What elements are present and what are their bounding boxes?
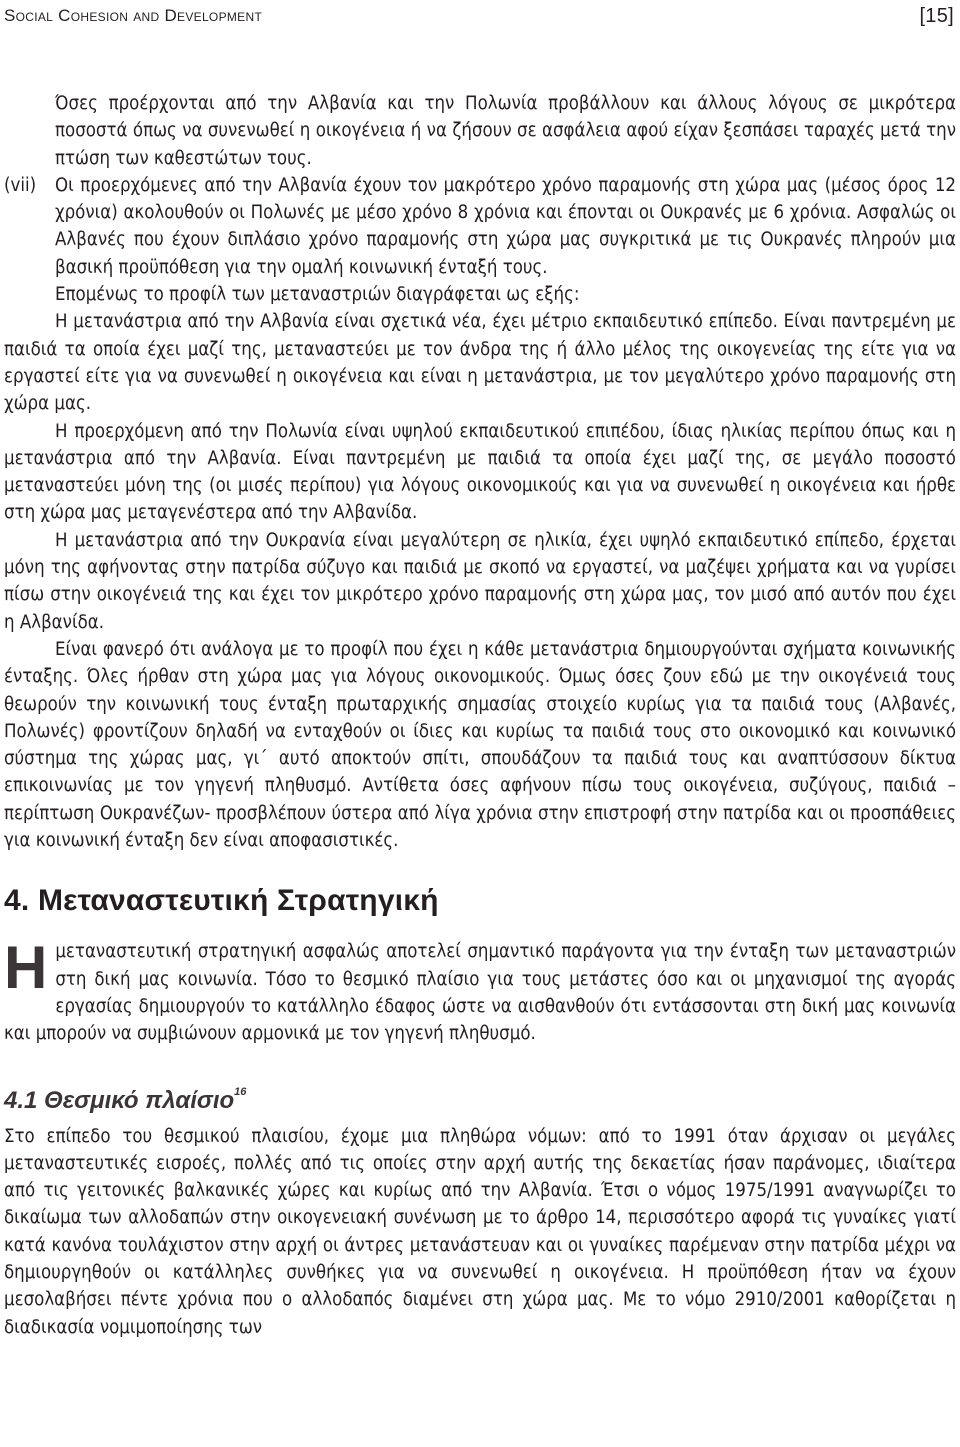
paragraph-albania-profile: Η μετανάστρια από την Αλβανία είναι σχετικά νέα, έχει μέτριο εκπαιδευτικό επίπεδο. Είναι παντρεμένη με παιδιά τα οποία έχει μαζί της, μεταναστεύει με τον άνδρα της ή άλλο μέλος της οικογενείας της είτε για να εργαστεί είτε για να συνενωθεί η οικογένεια και είναι η μετανάστρια, με τον μεγαλύτερο χρόνο παραμονής στη χώρα μας. xyxy=(4,311,956,415)
section-heading-migration-strategy: 4. Μεταναστευτική Στρατηγική xyxy=(4,884,439,918)
paragraph-ukraine-profile: Η μετανάστρια από την Ουκρανία είναι μεγαλύτερη σε ηλικία, έχει υψηλό εκπαιδευτικό επίπεδο, έρχεται μόνη της αφήνοντας στην πατρίδα σύζυγο και παιδιά με σκοπό να εργαστεί, να μαζέψει χρήματα και να γυρίσει πίσω στην οικογένειά της και έχει τον μικρότερο χρόνο παραμονής στη χώρα μας, τον μισό από αυτόν που έχει η Αλβανίδα. xyxy=(4,529,956,633)
list-item-label: (vii) xyxy=(4,174,37,196)
footnote-ref: 16 xyxy=(234,1085,247,1098)
subsection-heading-institutional-framework xyxy=(4,1078,956,1115)
list-item-vii xyxy=(4,172,956,308)
paragraph-migration-strategy xyxy=(4,934,956,1047)
drop-cap: Η xyxy=(4,934,48,1002)
page-header xyxy=(4,2,954,30)
subsection-heading-text: 4.1 Θεσμικό πλαίσιο xyxy=(4,1086,235,1114)
paragraph-migration-strategy-text: μεταναστευτική στρατηγική ασφαλώς αποτελεί σημαντικό παράγοντα για την ένταξη των μεταναστριών στη δική μας κοινωνία. Τόσο το θεσμικό πλαίσιο για τους μετάστες όσο και οι μηχανισμοί της αγοράς εργασίας δημιουργούν το κατάλληλο έδαφος ώστε να αισθανθούν ότι εντάσσονται στη δική μας κοινωνία και μπορούν να συμβιώνουν αρμονικά με τον γηγενή πληθυσμό. xyxy=(4,941,956,1045)
paragraph-intro-albania-poland: Όσες προέρχονται από την Αλβανία και την Πολωνία προβάλλουν και άλλους λόγους σε μικρότερα ποσοστά όπως να συνενωθεί η οικογένεια ή να ζήσουν σε ασφάλεια αφού είχαν ξεσπάσει ταραχές μετά την πτώση των καθεστώτων τους. xyxy=(55,93,956,169)
list-item-body xyxy=(55,172,956,308)
page-number: [15] xyxy=(919,4,954,27)
paragraph-profile-intro: Επομένως το προφίλ των μεταναστριών διαγράφεται ως εξής: xyxy=(55,284,580,306)
page-content xyxy=(4,90,956,1341)
running-title: Social Cohesion and Development xyxy=(4,6,263,25)
intro-text-block xyxy=(55,90,956,172)
paragraph-poland-profile: Η προερχόμενη από την Πολωνία είναι υψηλού εκπαιδευτικού επιπέδου, ίδιας ηλικίας περίπου όπως και η μετανάστρια από την Αλβανία. Είναι παντρεμένη με παιδιά τα οποία έχει μαζί της, σε μεγάλο ποσοστό μεταναστεύει μόνη της (οι μισές περίπου) για λόγους οικονομικούς και για να συνενωθεί η οικογένεια και ήρθε στη χώρα μας μεταγενέστερα από την Αλβανίδα. xyxy=(4,420,956,524)
paragraph-item-vii: Οι προερχόμενες από την Αλβανία έχουν τον μακρότερο χρόνο παραμονής στη χώρα μας (μέσος όρος 12 χρόνια) ακολουθούν οι Πολωνές με μέσο χρόνο 8 χρόνια και έπονται οι Ουκρανές με 6 χρόνια. Ασφαλώς οι Αλβανές που έχουν διπλάσιο χρόνο παραμονής στη χώρα μας συγκριτικά με τις Ουκρανές πληρούν μια βασική προϋπόθεση για την ομαλή κοινωνική ένταξή τους. xyxy=(55,174,956,278)
intro-indent xyxy=(4,90,55,172)
intro-block xyxy=(4,90,956,172)
paragraph-conclusion: Είναι φανερό ότι ανάλογα με το προφίλ που έχει η κάθε μετανάστρια δημιουργούνται σχήματα κοινωνικής ένταξης. Όλες ήρθαν στη χώρα μας για λόγους οικονομικούς. Όμως όσες ζουν εδώ με την οικογένειά τους θεωρούν την κοινωνική τους ένταξη πρωταρχικής σημασίας στοιχείο κυρίως για τα παιδιά τους (Αλβανές, Πολωνές) φροντίζουν δηλαδή να ενταχθούν οι ίδιες και κυρίως τα παιδιά τους στο οικονομικό και κοινωνικό σύστημα της χώρας μας, γι΄ αυτό αποκτούν σπίτι, σπουδάζουν τα παιδιά τους και αναπτύσσουν δίκτυα επικοινωνίας με τον γηγενή πληθυσμό. Αντίθετα όσες αφήνουν πίσω τους οικογένεια, συζύγους, παιδιά –περίπτωση Ουκρανέζων- προσβλέπουν ύστερα από λίγα χρόνια στην επιστροφή στην πατρίδα και οι προσπάθειες για κοινωνική ένταξη δεν είναι αποφασιστικές. xyxy=(4,638,956,852)
paragraph-institutional-framework: Στο επίπεδο του θεσμικού πλαισίου, έχομε μια πληθώρα νόμων: από το 1991 όταν άρχισαν οι μεγάλες μεταναστευτικές εισροές, πολλές από τις οποίες στην αρχή αυτής της δεκαετίας ήσαν παράνομες, ιδιαίτερα από τις γειτονικές βαλκανικές χώρες και κυρίως από την Αλβανία. Έτσι ο νόμος 1975/1991 αναγνωρίζει το δικαίωμα των αλλοδαπών στην οικογενειακή συνένωση με το άρθρο 14, περισσότερο αφορά τις γυναίκες γιατί κατά κανόνα τουλάχιστον στην αρχή οι άντρες μετανάστευαν και οι γυναίκες παρέμεναν στην πατρίδα μέχρι να δημιουργηθούν οι κατάλληλες συνθήκες για να συνενωθεί η οικογένεια. Η προϋπόθεση ήταν να έχουν μεσολαβήσει πέντε χρόνια που ο αλλοδαπός διαμένει στη χώρα μας. Με το νόμο 2910/2001 καθορίζεται η διαδικασία νομιμοποίησης των xyxy=(4,1125,956,1338)
